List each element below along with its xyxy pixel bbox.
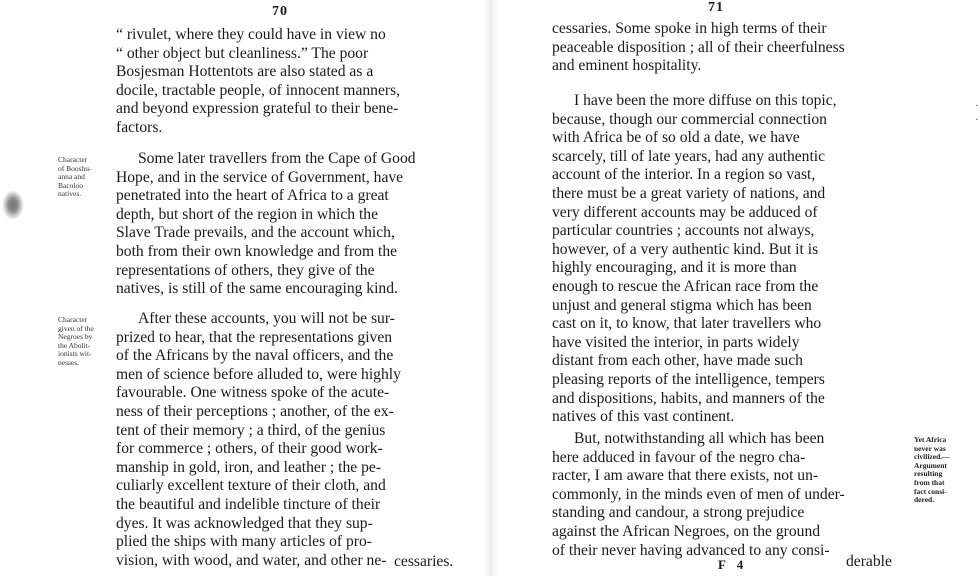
ink-blot [2, 190, 24, 220]
text-line: standing and candour, a strong prejudice [552, 504, 805, 522]
text-line: unjust and general stigma which has been [552, 296, 812, 314]
left-paragraph-3 [116, 310, 454, 570]
text-line: natives, is still of the same encouraging kind. [116, 280, 398, 298]
text-line: both from their own knowledge and from the [116, 242, 398, 260]
text-line: very different accounts may be adduced of [552, 203, 818, 221]
right-catchword: derable [846, 553, 892, 570]
text-line: docile, tractable people, of innocent manners, [116, 81, 401, 99]
text-line: cast on it, to know, that later travellers who [552, 315, 822, 333]
margin-note-booshuanna: Character of Booshu- anna and Bacoloo natives. [58, 155, 92, 199]
text-line: depth, but short of the region in which the [116, 205, 379, 223]
left-paragraph-1 [116, 26, 454, 138]
text-line: however, of a very authentic kind. But it is [552, 240, 819, 258]
text-line: because, though our commercial connection [552, 110, 827, 128]
text-line: against the African Negroes, on the ground [552, 522, 821, 540]
text-line: cessaries. Some spoke in high terms of their [552, 20, 827, 37]
text-line: After these accounts, you will not be sur- [138, 310, 395, 327]
text-line: highly encouraging, and it is more than [552, 259, 797, 277]
text-line: “ other object but cleanliness.” The poor [116, 44, 369, 62]
text-line: here adduced in favour of the negro cha- [552, 448, 806, 466]
text-line: distant from each other, have made such [552, 352, 803, 370]
text-line: peaceable disposition ; all of their cheerfulness [552, 38, 845, 56]
text-line: culiarly excellent texture of their cloth, and [116, 477, 386, 495]
text-line: commonly, in the minds even of men of under- [552, 485, 845, 503]
left-catchword: cessaries. [394, 553, 454, 570]
text-line: account of the interior. In a region so vast, [552, 166, 816, 184]
text-line: “ rivulet, where they could have in view no [116, 26, 386, 43]
text-line: tent of their memory ; a third, of the genius [116, 421, 386, 439]
text-line: of the Africans by the naval officers, and the [116, 347, 394, 365]
right-paragraph-3 [552, 430, 898, 560]
text-line: Slave Trade prevails, and the account which, [116, 224, 395, 242]
text-line: and dispositions, habits, and manners of the [552, 389, 825, 407]
text-line: enough to rescue the African race from the [552, 277, 819, 295]
page-edge-marks: . . [975, 97, 978, 123]
text-line: Hope, and in the service of Government, have [116, 168, 404, 186]
text-line: ness of their perceptions ; another, of the ex- [116, 402, 394, 420]
text-line: Bosjesman Hottentots are also stated as a [116, 63, 374, 81]
text-line: the beautiful and indelible tincture of their [116, 495, 381, 513]
left-page-number: 70 [272, 4, 288, 19]
text-line: have visited the interior, in parts widely [552, 333, 800, 351]
text-line: of their never having advanced to any consi- [552, 541, 830, 559]
text-line: vision, with wood, and water, and other ne- [116, 551, 387, 569]
text-line: representations of others, they give of the [116, 261, 375, 279]
margin-note-africa-civilized: Yet Africa never was civilized.— Argument resulting from that fact consi- dered. [914, 435, 950, 505]
text-line: factors. [116, 118, 163, 136]
text-line: pleasing reports of the intelligence, tempers [552, 370, 825, 388]
text-line: and eminent hospitality. [552, 57, 702, 75]
text-line: particular countries ; accounts not always, [552, 222, 815, 240]
text-line: prized to hear, that the representations given [116, 328, 393, 346]
signature-mark: F 4 [718, 557, 748, 572]
text-line: and beyond expression grateful to their bene- [116, 100, 399, 118]
right-paragraph-2 [552, 92, 898, 427]
text-line: favourable. One witness spoke of the acute- [116, 384, 390, 402]
text-line: Some later travellers from the Cape of Good [138, 150, 416, 167]
text-line: plied the ships with many articles of pro- [116, 533, 372, 551]
right-page [490, 0, 980, 576]
right-paragraph-1 [552, 20, 898, 76]
text-line: natives of this vast continent. [552, 408, 735, 426]
left-paragraph-2 [116, 150, 454, 299]
text-line: penetrated into the heart of Africa to a great [116, 187, 389, 205]
text-line: I have been the more diffuse on this topic, [574, 92, 837, 109]
text-line: there must be a great variety of nations, and [552, 184, 826, 202]
text-line: scarcely, till of late years, had any authentic [552, 147, 826, 165]
right-page-number: 71 [708, 0, 724, 15]
text-line: men of science before alluded to, were highly [116, 365, 401, 383]
text-line: dyes. It was acknowledged that they sup- [116, 514, 373, 532]
text-line: for commerce ; others, of their good work- [116, 440, 383, 458]
text-line: manship in gold, iron, and leather ; the pe- [116, 458, 382, 476]
text-line: racter, I am aware that there exists, not un- [552, 467, 819, 485]
text-line: But, notwithstanding all which has been [574, 430, 825, 447]
text-line: with Africa be of so old a date, we have [552, 129, 800, 147]
margin-note-negroes: Character given of the Negroes by the Abolit- ionists wit- nesses. [58, 315, 94, 367]
